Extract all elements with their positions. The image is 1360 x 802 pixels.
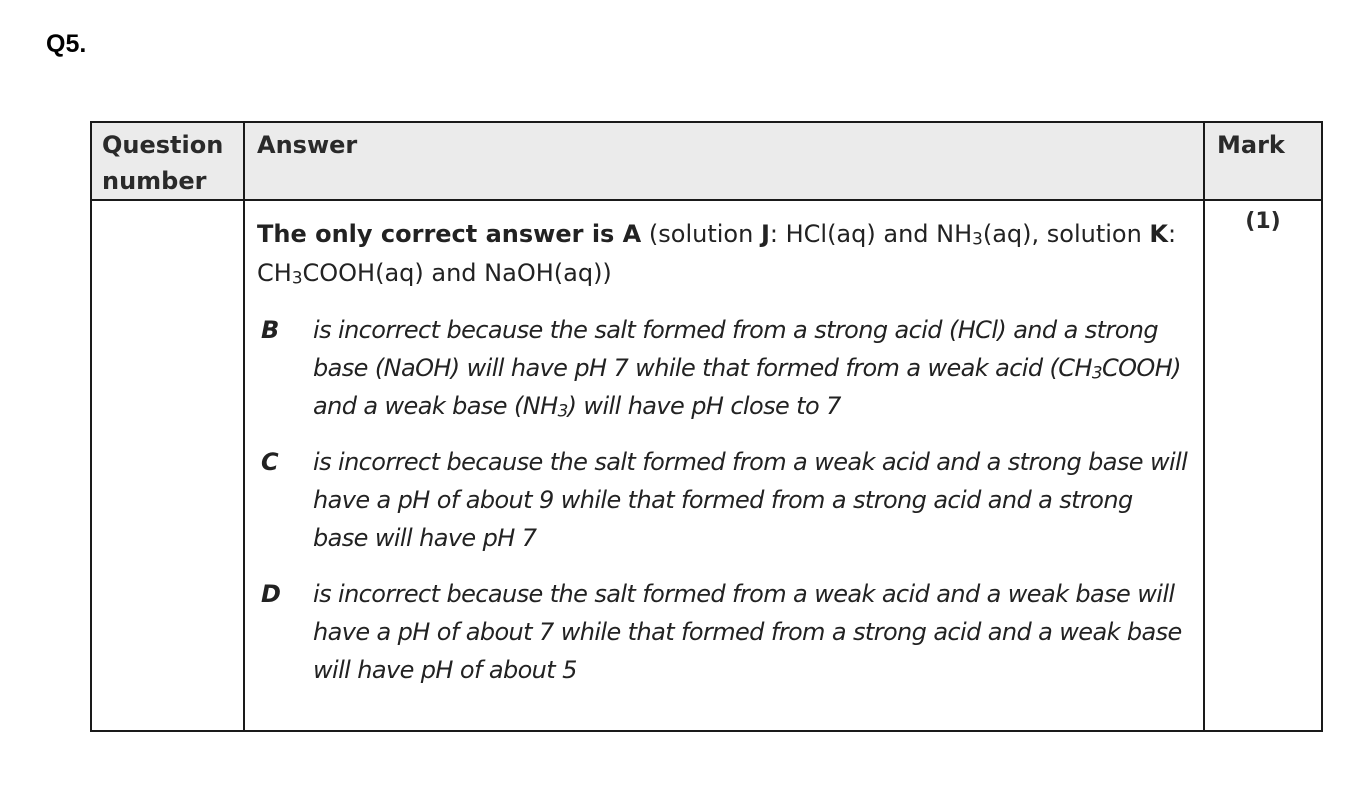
correct-answer-text: (solution [641, 220, 761, 248]
answer-row [91, 200, 1322, 731]
distractor-letter: C [261, 448, 279, 476]
correct-answer-text: (aq), solution [982, 220, 1150, 248]
distractor-text-part: is incorrect because the salt formed from a strong acid (HCl) and a strong base (NaOH) will have pH 7 while that formed from a weak acid (CH [313, 316, 1159, 382]
distractor-b [257, 311, 1191, 425]
header-question-number: Question number [91, 122, 244, 200]
answer-cell [244, 200, 1204, 731]
subscript: 3 [972, 228, 983, 249]
correct-answer-text: : HCl(aq) and NH [769, 220, 973, 248]
distractor-d [257, 575, 1191, 689]
distractor-text: is incorrect because the salt formed from a weak acid and a strong base will have a pH of about 9 while that formed from a strong acid and a strong base will have pH 7 [313, 448, 1188, 552]
solution-j-label: J [760, 220, 770, 248]
header-answer: Answer [244, 122, 1204, 200]
subscript: 3 [291, 267, 303, 288]
question-label: Q5. [46, 30, 87, 58]
mark-cell: (1) [1204, 200, 1322, 731]
distractor-c [257, 443, 1191, 557]
solution-k-label: K [1149, 220, 1169, 248]
correct-answer [257, 215, 1191, 293]
correct-answer-text: : CH [257, 220, 1177, 287]
header-mark: Mark [1204, 122, 1322, 200]
subscript: 3 [1091, 362, 1102, 383]
distractor-text-part: COOH) and a weak base (NH [313, 354, 1181, 420]
subscript: 3 [557, 400, 568, 421]
correct-answer-text: COOH(aq) and NaOH(aq)) [302, 259, 612, 287]
distractor-text: is incorrect because the salt formed from a weak acid and a weak base will have a pH of about 7 while that formed from a strong acid and a weak base will have pH of about 5 [313, 580, 1182, 684]
correct-answer-lead: The only correct answer is A [257, 220, 642, 248]
distractor-letter: D [261, 580, 281, 608]
distractor-letter: B [261, 316, 280, 344]
distractor-text [313, 311, 1191, 425]
question-number-cell [91, 200, 244, 731]
mark-scheme-table [90, 121, 1323, 732]
header-row [91, 122, 1322, 200]
distractor-text-part: ) will have pH close to 7 [567, 392, 841, 420]
